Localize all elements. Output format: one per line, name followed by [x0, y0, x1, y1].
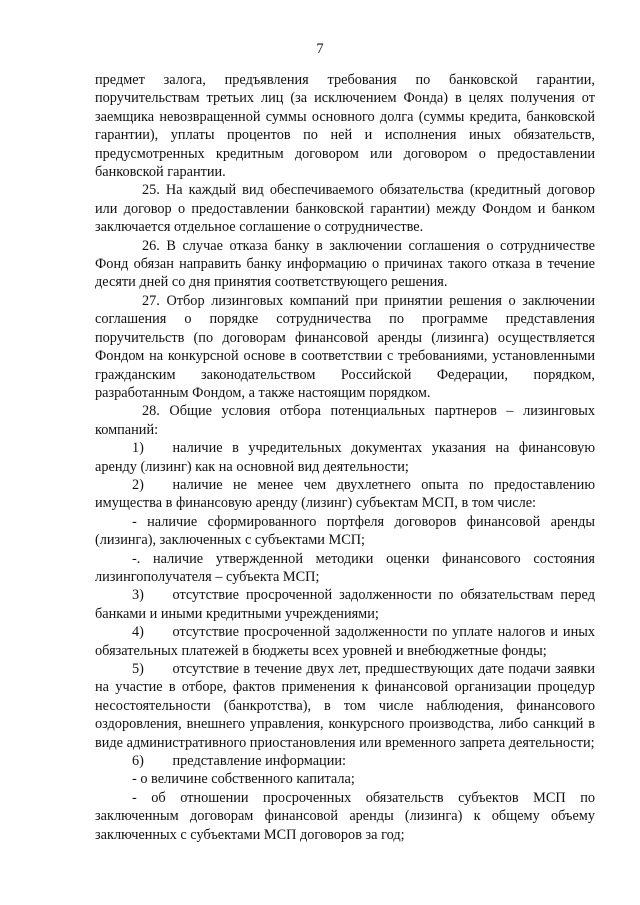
paragraph-28: 28. Общие условия отбора потенциальных партнеров – лизинговых компаний: [95, 403, 595, 438]
paragraph-continuation: предмет залога, предъявления требования по банковской гарантии, поручительствам третьих лиц (за исключением Фонда) в целях получения от заемщика невозвращенной суммы основного долга (суммы кредита, банковской гарантии), уплаты процентов по ней и исполнения иных обязательств, предусмотренных кредитным договором или договором о предоставлении банковской гарантии. [95, 72, 595, 181]
paragraph-27: 27. Отбор лизинговых компаний при принятии решения о заключении соглашения о порядке сотрудничества по программе представления поручительств (по договорам финансовой аренды (лизинга) осуществляется Фондом на конкурсной основе в соответствии с требованиями, установленными гражданским законодательством Российской Федерации, порядком, разработанным Фондом, а также настоящим порядком. [95, 292, 595, 401]
paragraph-26: 26. В случае отказа банку в заключении соглашения о сотрудничестве Фонд обязан направить банку информацию о причинах такого отказа в течение десяти дней со дня принятия соответствующего решения. [95, 237, 595, 291]
sub-item-capital: - о величине собственного капитала; [132, 771, 355, 788]
list-item-5: 5) отсутствие в течение двух лет, предшествующих дате подачи заявки на участие в отборе, фактов применения к финансовой организации процедур несостоятельности (банкротства), в том числе наблюдения, финансового оздоровления, внешнего управления, конкурсного производства, либо санкций в виде административного приостановления или временного запрета деятельности; [95, 661, 595, 751]
sub-item-methodology: -. наличие утвержденной методики оценки финансового состояния лизингополучателя – субъекта МСП; [95, 550, 595, 585]
list-item-3: 3) отсутствие просроченной задолженности по обязательствам перед банками и иными кредитными учреждениями; [95, 587, 595, 622]
list-item-4: 4) отсутствие просроченной задолженности по уплате налогов и иных обязательных платежей в бюджеты всех уровней и внебюджетные фонды; [95, 624, 595, 659]
sub-item-portfolio: - наличие сформированного портфеля договоров финансовой аренды (лизинга), заключенных с субъектами МСП; [95, 513, 595, 549]
page-number: 7 [316, 41, 324, 57]
list-item-2: 2) наличие не менее чем двухлетнего опыта по предоставлению имущества в финансовую аренду (лизинг) субъектам МСП, в том числе: [95, 476, 595, 512]
list-item-6: 6) представление информации: [132, 753, 346, 770]
sub-item-overdue-ratio: - об отношении просроченных обязательств субъектов МСП по заключенным договорам финансовой аренды (лизинга) к общему объему заключенных с субъектами МСП договоров за год; [95, 789, 595, 843]
document-body [95, 71, 595, 844]
paragraph-25: 25. На каждый вид обеспечиваемого обязательства (кредитный договор или договор о предоставлении банковской гарантии) между Фондом и банком заключается отдельное соглашение о сотрудничестве. [95, 182, 595, 236]
list-item-1: 1) наличие в учредительных документах указания на финансовую аренду (лизинг) как на основной вид деятельности; [95, 440, 595, 475]
